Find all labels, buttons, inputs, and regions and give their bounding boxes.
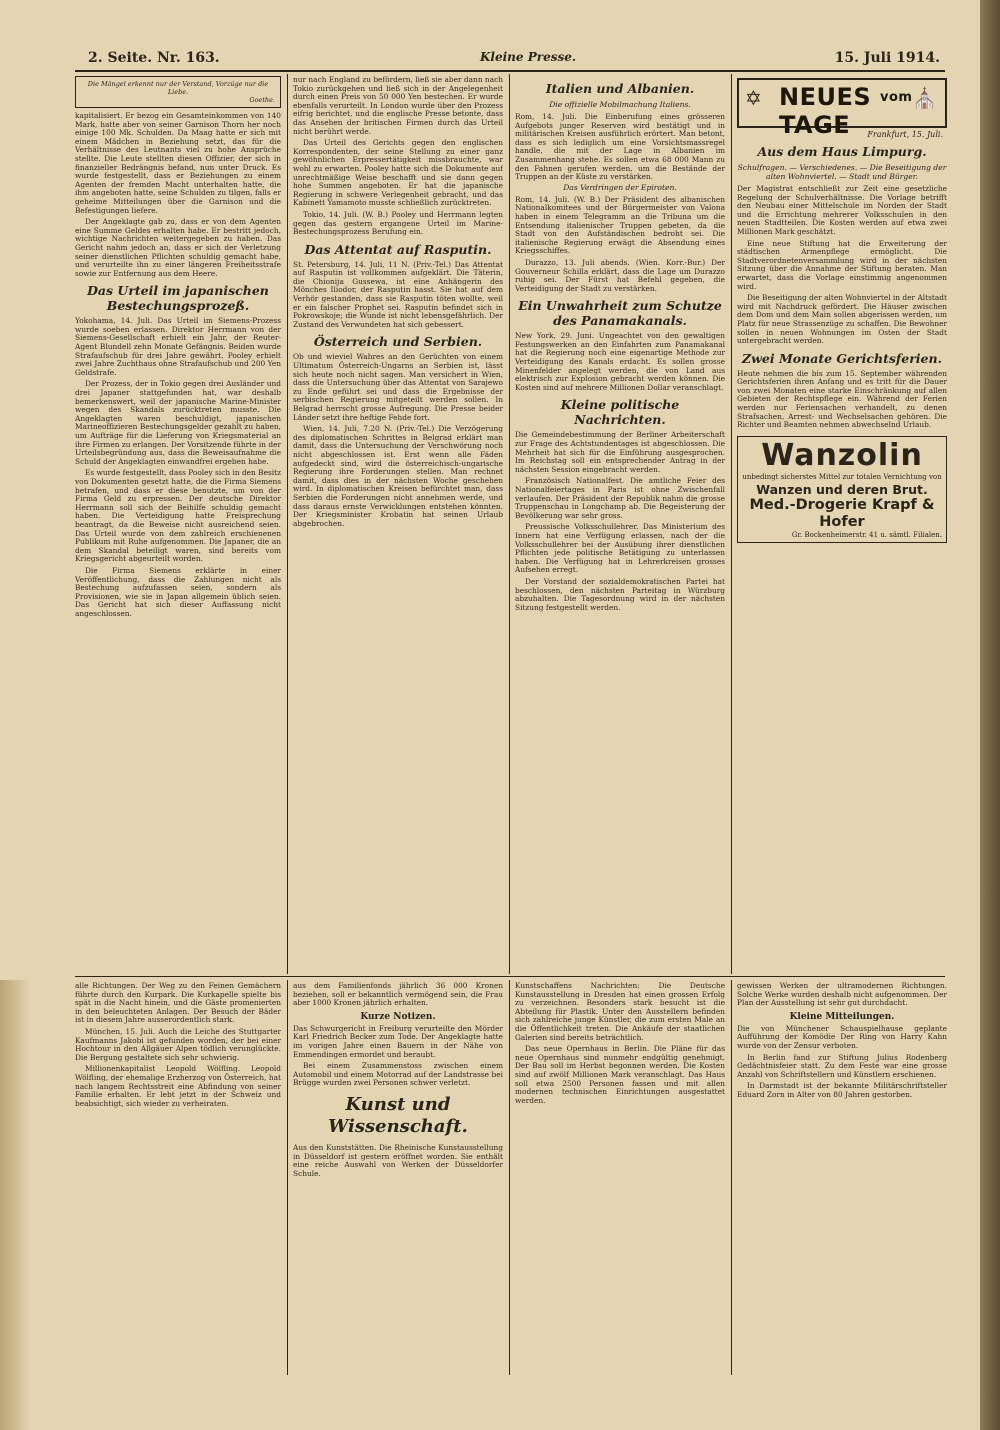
article-paragraph: Die Gemeindebestimmung der Berliner Arbeiterschaft zur Frage des Achtstundentages ist abgeschlossen. Die Mehrheit hat sich für die Einführung ausgesprochen. Im Reichstag soll ein entsprechender Antrag in der nächsten Session eingebracht werden. — [515, 430, 725, 474]
page-binding — [980, 0, 1000, 1430]
ad-company: Med.-Drogerie Krapf & Hofer — [749, 496, 935, 530]
bottom-column-4 — [737, 982, 947, 1374]
column-rule — [287, 980, 288, 1375]
column-rule — [509, 74, 510, 974]
article-paragraph: Tokio, 14. Juli. (W. B.) Pooley und Herrmann legten gegen das gestern ergangene Urteil im Marine-Bestechungsprozess Berufung ein. — [293, 209, 503, 237]
section-rule — [75, 976, 945, 977]
section-headline: Kleine Mitteilungen. — [789, 1011, 895, 1022]
article-paragraph: kapitalisiert. Er bezog ein Gesamteinkommen von 140 Mark, hatte aber von seiner Garnison Thorn her noch einige 100 Mk. Schulden. Da Maag hatte er sich mit einem Mädchen in Beziehung setzt, das für die Verhältnisse des Leutnants viel zu hohe Ansprüche stellte. Die Leute stellten diesen Offizier, der sich in finanzieller Bedrängnis befand, nun unter Druck. Es wurde festgestellt, dass er Beziehungen zu einem Agenten der fremden Macht unterhalten hatte, die ihm angeboten hatte, seine Schulden zu tilgen, falls er geheime Mitteilungen über die Garnison und die Befestigungen liefere. — [75, 111, 281, 215]
article-paragraph: Millionenkapitalist Leopold Wölfling. Leopold Wölfling, der ehemalige Erzherzog von Österreich, hat nach langem Rechtsstreit eine Abfindung von seiner Familie erhalten. Er lebt jetzt in der Schweiz und beabsichtigt, sich wieder zu verheiraten. — [75, 1064, 281, 1108]
article-paragraph: Yokohama, 14. Juli. Das Urteil im Siemens-Prozess wurde soeben erlassen. Direktor Herrmann von der Siemens-Gesellschaft erhielt ein Jahr, der Reuter-Agent Blundell zehn Monate Gefängnis. Beiden wurde Strafaufschub für drei Jahre gewährt. Pooley erhielt zwei Jahre Zuchthaus ohne Strafaufschub und 200 Yen Geldstrafe. — [75, 316, 281, 377]
article-headline: Italien und Albanien. — [545, 81, 695, 96]
page-number: 2. Seite. Nr. 163. — [88, 50, 220, 66]
article-paragraph: In Berlin fand zur Stiftung Julius Rodenberg Gedächtnisfeier statt. Zu dem Feste war eine grosse Anzahl von Schriftstellern und Künstlern erschienen. — [737, 1052, 947, 1079]
article-headline: Ein Unwahrheit zum Schutze des Panamakanals. — [518, 298, 722, 329]
dateline: Frankfurt, 15. Juli. — [867, 130, 943, 139]
article-paragraph: Preussische Volksschullehrer. Das Ministerium des Innern hat eine Verfügung erlassen, nach der die Volksschullehrer bei der Ausübung ihrer dienstlichen Pflichten jede politische Betätigung zu unterlassen haben. Die Verfügung hat in Lehrerkreisen grosses Aufsehen erregt. — [515, 522, 725, 575]
ad-address: Gr. Bockenheimerstr. 41 u. sämtl. Filialen. — [791, 530, 942, 539]
article-paragraph: Die Firma Siemens erklärte in einer Veröffentlichung, dass die Zahlungen nicht als Bestechung aufzufassen seien, sondern als Provisionen, wie sie in Japan allgemein üblich seien. Das Gericht hat sich dieser Auffassung nicht angeschlossen. — [75, 565, 281, 618]
quote-signature: Goethe. — [249, 96, 275, 104]
article-paragraph: Der Vorstand der sozialdemokratischen Partei hat beschlossen, den nächsten Parteitag in Würzburg abzuhalten. Die Tagesordnung wird in der nächsten Sitzung festgestellt werden. — [515, 576, 725, 612]
church-icon: ⛪ — [912, 86, 937, 110]
article-paragraph: Heute nehmen die bis zum 15. September währenden Gerichtsferien ihren Anfang und es tritt für die Dauer von zwei Monaten eine starke Einschränkung auf allen Gebieten der Rechtspflege ein. Während der Ferien werden nur Feriensachen verhandelt, zu denen Strafsachen, Arrest- und Wechselsachen gehören. Die Richter und Beamten nehmen abwechselnd Urlaub. — [737, 368, 947, 430]
article-paragraph: In Darmstadt ist der bekannte Militärschriftsteller Eduard Zorn in Alter von 80 Jahren gestorben. — [737, 1081, 947, 1099]
article-headline: Aus dem Haus Limpurg. — [757, 144, 927, 159]
article-paragraph: Die Beseitigung der alten Wohnviertel in der Altstadt wird mit Nachdruck gefördert. Die Häuser zwischen dem Dom und dem Main sollen abgerissen werden, um Platz für neue Strassenzüge zu schaffen. Die Bewohner sollen in neuen Wohnungen im Osten der Stadt untergebracht werden. — [737, 293, 947, 346]
article-paragraph: Ob und wieviel Wahres an den Gerüchten von einem Ultimatum Österreich-Ungarns an Serbien ist, lässt sich heute noch nicht sagen. Man versichert in Wien, dass die Untersuchung über das Attentat von Sarajewo zu Ende geführt sei und dass die Ergebnisse der serbischen Regierung mitgeteilt werden sollen. In Belgrad herrscht grosse Aufregung. Die Presse beider Länder setzt ihre heftige Fehde fort. — [293, 352, 503, 422]
article-paragraph: aus dem Familienfonds jährlich 36 000 Kronen beziehen, soll er bekanntlich vermögend sein, die Frau aber 1000 Kronen jährlich erhalten. — [293, 982, 503, 1008]
section-headline-large: Kunst und Wissenschaft. — [328, 1093, 468, 1137]
ad-tagline: unbedingt sicherstes Mittel zur totalen Vernichtung von — [742, 472, 942, 481]
article-paragraph: Eine neue Stiftung hat die Erweiterung der städtischen Armenpflege ermöglicht. Die Stadtverordnetenversammlung wird in der nächsten Sitzung über die Annahme der Stiftung beraten. Man erwartet, dass die Vorlage einstimmig angenommen wird. — [737, 238, 947, 291]
article-paragraph: Der Angeklagte gab zu, dass er von dem Agenten eine Summe Geldes erhalten habe. Er bestritt jedoch, wichtige Nachrichten weitergegeben zu haben. Das Gericht nahm jedoch an, dass er sich der Verletzung seiner dienstlichen Pflichten schuldig gemacht habe, und verurteilte ihn zu einer längeren Freiheitsstrafe sowie zur Entfernung aus dem Heere. — [75, 217, 281, 278]
column-1 — [75, 76, 281, 974]
column-rule — [287, 74, 288, 974]
article-paragraph: Durazzo, 13. Juli abends. (Wien. Korr.-Bur.) Der Gouverneur Schilla erklärt, dass die Lage um Durazzo ruhig sei. Der Fürst hat Befehl gegeben, die Verteidigung der Stadt zu verstärken. — [515, 257, 725, 293]
column-rule — [509, 980, 510, 1375]
quote-box — [75, 76, 281, 108]
issue-date: 15. Juli 1914. — [834, 50, 940, 66]
column-3 — [515, 76, 725, 974]
page-edge-stain — [0, 980, 30, 1430]
article-paragraph: Wien, 14. Juli, 7.20 N. (Priv.-Tel.) Die Verzögerung des diplomatischen Schrittes in Belgrad erklärt man damit, dass die Untersuchung der Verschwörung noch nicht abgeschlossen ist. Erst wenn alle Fäden aufgedeckt sind, wird die österreichisch-ungarische Regierung ihre Forderungen stellen. Man rechnet damit, dass dies in der nächsten Woche geschehen wird. In diplomatischen Kreisen befürchtet man, dass Serbien die Forderungen nicht annehmen werde, und dass daraus ernste Verwicklungen entstehen könnten. Der Kriegsminister Krobatin hat seinen Urlaub abgebrochen. — [293, 424, 503, 528]
ad-product: Wanzen und deren Brut. — [756, 481, 928, 497]
article-paragraph: Bei einem Zusammenstoss zwischen einem Automobil und einem Motorrad auf der Landstrasse bei Brügge wurden zwei Personen schwer verletzt. — [293, 1061, 503, 1088]
article-paragraph: Französisch Nationalfest. Die amtliche Feier des Nationalfeiertages in Paris ist ohne Zwischenfall verlaufen. Der Präsident der Republik nahm die grosse Truppenschau in Longchamp ab. Die Begeisterung der Bevölkerung war sehr gross. — [515, 476, 725, 520]
page-header — [70, 50, 950, 70]
article-paragraph: gewissen Werken der ultramodernen Richtungen. Solche Werke wurden deshalb nicht aufgenommen. Der Plan der Ausstellung ist sehr gut durchdacht. — [737, 982, 947, 1008]
article-subheadline: Das Verdringen der Epiroten. — [563, 182, 677, 192]
article-paragraph: Rom, 14. Juli. Die Einberufung eines grösseren Aufgebots junger Reserven wird bestätigt und in militärischen Kreisen ausführlich erörtert. Man betont, dass es sich lediglich um eine Vorsichtsmassregel handle, die mit der Lage in Albanien im Zusammenhang stehe. Es sollen etwa 68 000 Mann zu den Fahnen gerufen werden, um die Bestände der Truppen an der Küste zu verstärken. — [515, 112, 725, 182]
header-rule — [75, 70, 945, 72]
article-paragraph: Kunstschaffens Nachrichten: Die Deutsche Kunstausstellung in Dresden hat einen grossen Erfolg zu verzeichnen. Besonders stark besucht ist die Abteilung für Plastik. Unter den Ausstellern befinden sich zahlreiche junge Künstler, die zum ersten Male an die Öffentlichkeit treten. Die Ankäufe der staatlichen Galerien sind bereits beträchtlich. — [515, 982, 725, 1042]
section-headline: Kurze Notizen. — [360, 1011, 436, 1022]
article-paragraph: Der Magistrat entschließt zur Zeit eine gesetzliche Regelung der Schulverhältnisse. Die Vorlage betrifft den Neubau einer Mittelschule im Norden der Stadt und die Errichtung mehrerer Volksschulen in den neuen Stadtteilen. Die Kosten werden auf etwa zwei Millionen Mark geschätzt. — [737, 184, 947, 236]
column-4 — [737, 76, 947, 974]
advertisement — [737, 436, 947, 543]
bottom-column-1 — [75, 982, 281, 1374]
article-paragraph: Rom, 14. Juli. (W. B.) Der Präsident des albanischen Nationalkomitees und der Bürgermeister von Valona haben in einem Telegramm an die Tribuna um die Entsendung italienischer Truppen gebeten, da die Stadt von den Aufständischen bedroht sei. Die italienische Regierung erwägt die Absendung eines Kriegsschiffes. — [515, 194, 725, 256]
article-paragraph: nur nach England zu befördern, ließ sie aber dann nach Tokio zurückgehen und ließ sich in der Angelegenheit durch einen Preis von 50 000 Yen bestechen. Er wurde ebenfalls verurteilt. In London wurde über den Prozess eifrig berichtet, und die englische Presse betonte, dass das Ansehen der britischen Firmen durch das Urteil nicht berührt werde. — [293, 76, 503, 136]
column-2 — [293, 76, 503, 974]
article-headline: Das Attentat auf Rasputin. — [304, 241, 492, 257]
article-paragraph: Es wurde festgestellt, dass Pooley sich in den Besitz von Dokumenten gesetzt hatte, die die Firma Siemens betrafen, und dass er diese benutzte, um von der Firma Geld zu erpressen. Der deutsche Direktor Herrmann soll sich der Beihilfe schuldig gemacht haben. Die Verteidigung hatte Freisprechung beantragt, da die Beweise nicht ausreichend seien. Das Urteil wurde von dem zahlreich erschienenen Publikum mit Ruhe aufgenommen. Die Japaner, die an dem Skandal beteiligt waren, sind bereits vom Kriegsgericht abgeurteilt worden. — [75, 468, 281, 564]
column-rule — [731, 980, 732, 1375]
newspaper-title: Kleine Presse. — [480, 50, 577, 64]
article-paragraph: Der Prozess, der in Tokio gegen drei Ausländer und drei Japaner stattgefunden hat, war deshalb bemerkenswert, weil der japanische Marine-Minister wegen des Skandals zurücktreten musste. Die Angeklagten waren beschuldigt, japanischen Marineoffizieren Bestechungsgelder gezahlt zu haben, um Aufträge für die Lieferung von Kriegsmaterial an ihre Firmen zu erlangen. Der Vorsitzende führte in der Urteilsbegründung aus, dass die Beweisaufnahme die Schuld der Angeklagten einwandfrei ergeben habe. — [75, 379, 281, 466]
quote-text: Die Mängel erkennt nur der Verstand, Vorzüge nur die Liebe. — [87, 80, 269, 96]
masthead-title: NEUES vom TAGE — [779, 83, 913, 139]
article-paragraph: Aus den Kunststätten. Die Rheinische Kunstausstellung in Düsseldorf ist gestern eröffnet worden. Sie enthält eine reiche Auswahl von Werken der Düsseldorfer Schule. — [293, 1142, 503, 1178]
bottom-column-2 — [293, 982, 503, 1374]
article-headline: Kleine politische Nachrichten. — [560, 397, 680, 428]
bottom-column-3 — [515, 982, 725, 1374]
article-paragraph: St. Petersburg, 14. Juli, 11 N. (Priv.-Tel.) Das Attentat auf Rasputin ist vollkommen aufgeklärt. Die Täterin, die Chionija Gussewa, ist eine Anhängerin des Mönches Iliodor, der Rasputin hasst. Sie hat auf dem Verhör gestanden, dass sie Rasputin töten wollte, weil er ein falscher Prophet sei. Rasputin befindet sich in Pokrowskoje; die Wunde ist nicht lebensgefährlich. Der Zustand des Verwundeten hat sich gebessert. — [293, 259, 503, 329]
column-rule — [731, 74, 732, 974]
article-subheadline: Schulfragen. — Verschiedenes. — Die Beseitigung der alten Wohnviertel. — Stadt und Bürger. — [737, 163, 947, 181]
article-headline: Österreich und Serbien. — [313, 334, 483, 350]
article-paragraph: München, 15. Juli. Auch die Leiche des Stuttgarter Kaufmanns Jakobi ist gefunden worden, der bei einer Hochtour in den Allgäuer Alpen tödlich verunglückte. Die Bergung gestaltete sich sehr schwierig. — [75, 1026, 281, 1062]
article-headline: Das Urteil im japanischen Bestechungsprozeß. — [87, 283, 269, 314]
article-subheadline: Die offizielle Mobilmachung Italiens. — [549, 100, 691, 109]
ad-brand: Wanzolin — [761, 437, 923, 473]
article-paragraph: alle Richtungen. Der Weg zu den Feinen Gemächern führte durch den Kurpark. Die Kurkapelle spielte bis spät in die Nacht hinein, und die Gäste promenierten in den beleuchteten Anlagen. Der Besuch der Bäder ist in diesem Jahre ausserordentlich stark. — [75, 982, 281, 1025]
article-headline: Zwei Monate Gerichtsferien. — [742, 350, 942, 366]
article-paragraph: Das neue Opernhaus in Berlin. Die Pläne für das neue Opernhaus sind nunmehr endgültig genehmigt. Der Bau soll im Herbst begonnen werden. Die Kosten sind auf zwölf Millionen Mark veranschlagt. Das Haus soll etwa 2500 Personen fassen und mit allen modernen technischen Einrichtungen ausgestattet werden. — [515, 1044, 725, 1105]
article-paragraph: New York, 29. Juni. Ungeachtet von den gewaltigen Festungswerken an den Einfahrten zum Panamakanal hat die Regierung noch eine eigenartige Methode zur Verteidigung des Kanals erdacht. Es sollen grosse Minenfelder angelegt werden, die von Land aus elektrisch zur Explosion gebracht werden können. Die Kosten sind auf mehrere Millionen Dollar veranschlagt. — [515, 331, 725, 392]
article-paragraph: Das Urteil des Gerichts gegen den englischen Korrespondenten, der seine Stellung zu einer ganz gewöhnlichen Erpressertätigkeit missbrauchte, war wohl zu erwarten. Pooley hatte sich die Dokumente auf unrechtmäßige Weise beschafft und sie dann gegen hohe Summen angeboten. Er hat die japanische Regierung in schwere Verlegenheit gebracht, und das Kabinett Yamamoto musste schließlich zurücktreten. — [293, 138, 503, 208]
article-paragraph: Die von Münchener Schauspielhause geplante Aufführung der Komödie Der Ring von Harry Kahn wurde von der Zensur verboten. — [737, 1023, 947, 1050]
eagle-icon: ✡ — [745, 86, 762, 110]
article-paragraph: Das Schwurgericht in Freiburg verurteilte den Mörder Karl Friedrich Becker zum Tode. Der Angeklagte hatte im vorigen Jahre einen Bauern in der Nähe von Emmendingen ermordet und beraubt. — [293, 1023, 503, 1059]
